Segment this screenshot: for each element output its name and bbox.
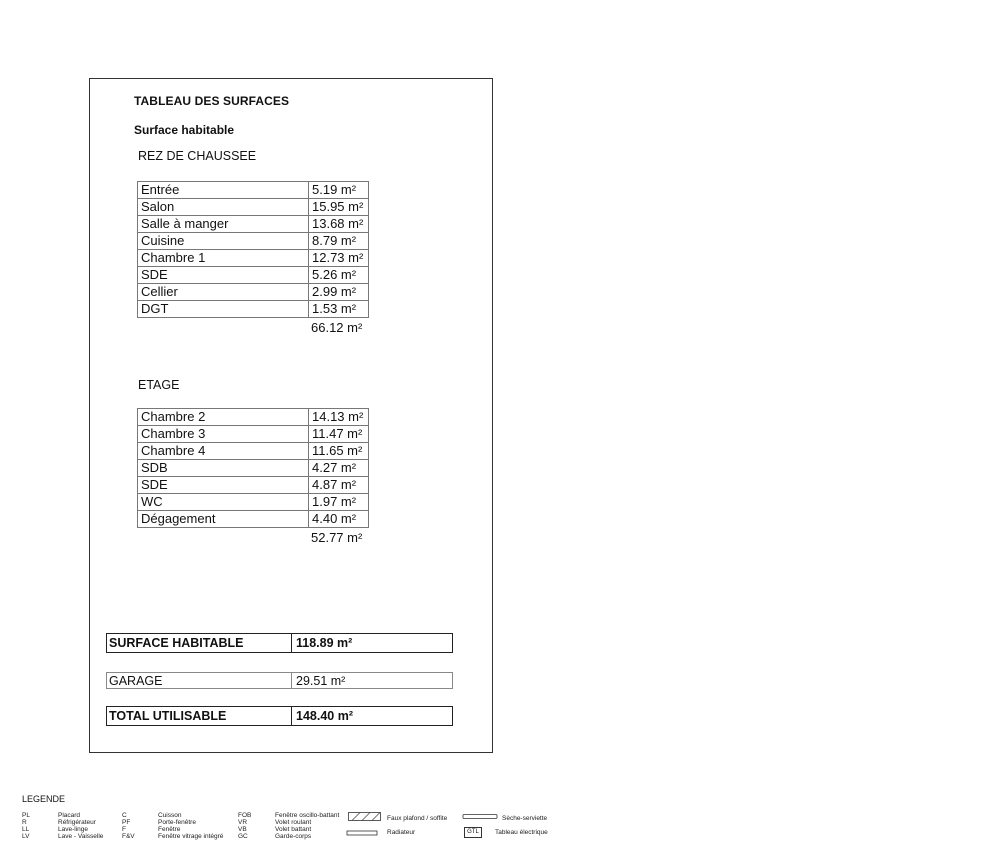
- legend-label: Lave - Vaisselle: [58, 833, 104, 840]
- legend-labels-col2: [158, 812, 223, 840]
- room-area: 15.95 m²: [309, 199, 369, 216]
- room-area: 5.26 m²: [309, 267, 369, 284]
- page-title: TABLEAU DES SURFACES: [134, 94, 290, 108]
- surface-habitable-label: SURFACE HABITABLE: [107, 634, 292, 652]
- legend-code: F&V: [122, 833, 135, 840]
- legend-label: Porte-fenêtre: [158, 819, 196, 826]
- room-name: Chambre 2: [138, 409, 309, 426]
- room-area: 1.53 m²: [309, 301, 369, 318]
- room-name: Cellier: [138, 284, 309, 301]
- room-name: WC: [138, 494, 309, 511]
- table-row: [138, 511, 369, 528]
- total-utilisable-value: 148.40 m²: [296, 709, 353, 723]
- room-name: Cuisine: [138, 233, 309, 250]
- legend-code: F: [122, 826, 126, 833]
- room-area: 2.99 m²: [309, 284, 369, 301]
- faux-plafond-label: Faux plafond / soffite: [387, 815, 448, 822]
- legend-label: Lave-linge: [58, 826, 88, 833]
- etage-total: 52.77 m²: [311, 530, 363, 545]
- faux-plafond-symbol: [348, 812, 382, 822]
- room-area: 5.19 m²: [309, 182, 369, 199]
- seche-serviette-symbol: [462, 813, 498, 821]
- legend-label: Garde-corps: [275, 833, 312, 840]
- legend-code: LV: [22, 833, 30, 840]
- table-row: [138, 284, 369, 301]
- table-row: [138, 233, 369, 250]
- room-area: 4.40 m²: [309, 511, 369, 528]
- legend-code: VB: [238, 826, 247, 833]
- surface-habitable-row: [106, 633, 453, 653]
- legend-labels-col1: [58, 812, 103, 840]
- room-name: DGT: [138, 301, 309, 318]
- table-row: [138, 216, 369, 233]
- table-row: [138, 426, 369, 443]
- legend-label: Volet roulant: [275, 819, 312, 826]
- legend-code: C: [122, 812, 127, 819]
- legend-labels-col3: [275, 812, 339, 840]
- table-row: [138, 199, 369, 216]
- garage-value: 29.51 m²: [296, 674, 346, 688]
- garage-row: [106, 672, 453, 689]
- legend-code: R: [22, 819, 27, 826]
- room-name: Chambre 1: [138, 250, 309, 267]
- room-name: Salle à manger: [138, 216, 309, 233]
- legend-label: Volet battant: [275, 826, 312, 833]
- room-name: SDE: [138, 477, 309, 494]
- table-row: [138, 182, 369, 199]
- legend-label: Cuisson: [158, 812, 182, 819]
- radiateur-symbol: [345, 829, 379, 837]
- surface-habitable-value: 118.89 m²: [296, 636, 353, 650]
- legend-code: PL: [22, 812, 30, 819]
- room-area: 4.87 m²: [309, 477, 369, 494]
- room-area: 8.79 m²: [309, 233, 369, 250]
- legend-label: Fenêtre oscillo-battant: [275, 812, 340, 819]
- room-area: 4.27 m²: [309, 460, 369, 477]
- room-name: SDE: [138, 267, 309, 284]
- garage-label: GARAGE: [107, 673, 292, 688]
- level-label-rdc: REZ DE CHAUSSEE: [138, 149, 257, 163]
- etage-rooms-table: [137, 408, 369, 528]
- gtl-label: Tableau électrique: [495, 829, 548, 836]
- table-row: [138, 477, 369, 494]
- room-name: SDB: [138, 460, 309, 477]
- legend-code: VR: [238, 819, 248, 826]
- table-row: [138, 443, 369, 460]
- legend-title: LEGENDE: [22, 794, 66, 804]
- legend-codes-col1: [22, 812, 30, 840]
- room-name: Dégagement: [138, 511, 309, 528]
- legend-code: GC: [238, 833, 248, 840]
- room-area: 14.13 m²: [309, 409, 369, 426]
- room-name: Chambre 3: [138, 426, 309, 443]
- gtl-symbol: GTL: [464, 827, 482, 838]
- room-name: Chambre 4: [138, 443, 309, 460]
- table-row: [138, 460, 369, 477]
- legend-label: Placard: [58, 812, 81, 819]
- total-utilisable-label: TOTAL UTILISABLE: [107, 707, 292, 725]
- room-name: Entrée: [138, 182, 309, 199]
- legend-codes-col2: [122, 812, 135, 840]
- legend-codes-col3: [238, 812, 251, 840]
- legend-label: Fenêtre: [158, 826, 181, 833]
- room-area: 11.47 m²: [309, 426, 369, 443]
- radiateur-label: Radiateur: [387, 829, 416, 836]
- room-area: 13.68 m²: [309, 216, 369, 233]
- room-area: 12.73 m²: [309, 250, 369, 267]
- legend-code: PF: [122, 819, 131, 826]
- level-label-etage: ETAGE: [138, 378, 180, 392]
- seche-serviette-label: Sèche-serviette: [502, 815, 548, 822]
- room-area: 11.65 m²: [309, 443, 369, 460]
- legend-code: LL: [22, 826, 30, 833]
- legend-label: Fenêtre vitrage intégré: [158, 833, 224, 840]
- table-row: [138, 494, 369, 511]
- table-row: [138, 301, 369, 318]
- table-row: [138, 267, 369, 284]
- section-subtitle: Surface habitable: [134, 123, 235, 137]
- room-area: 1.97 m²: [309, 494, 369, 511]
- room-name: Salon: [138, 199, 309, 216]
- legend-label: Réfrigérateur: [58, 819, 96, 826]
- rdc-rooms-table: [137, 181, 369, 318]
- table-row: [138, 409, 369, 426]
- total-utilisable-row: [106, 706, 453, 726]
- rdc-total: 66.12 m²: [311, 320, 363, 335]
- legend-code: FOB: [238, 812, 252, 819]
- table-row: [138, 250, 369, 267]
